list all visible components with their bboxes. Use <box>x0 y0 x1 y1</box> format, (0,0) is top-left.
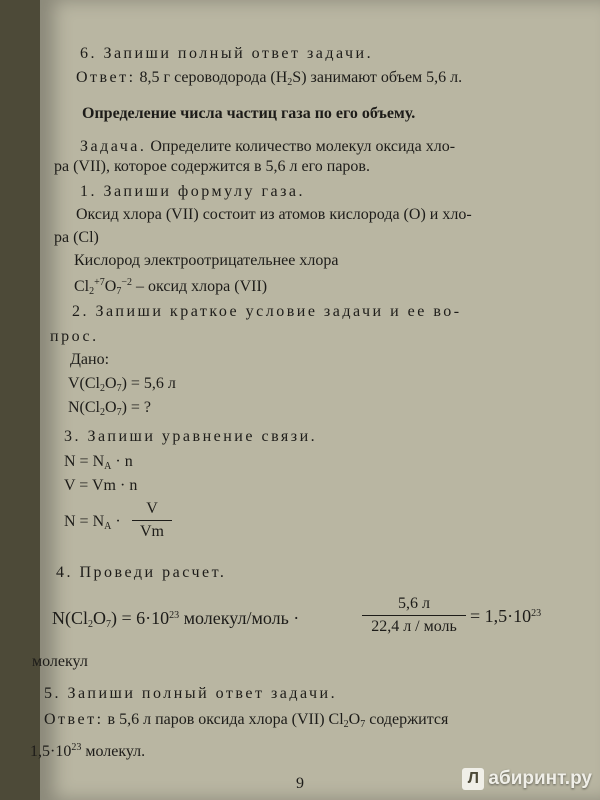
calculation <box>52 606 299 635</box>
text: · <box>111 513 121 530</box>
watermark-text: абиринт.ру <box>488 768 592 789</box>
step1-line-3: Кислород электроотрицательнее хлора <box>74 252 339 269</box>
task-line-2: ра (VII), которое содержится в 5,6 л его паров. <box>54 158 370 175</box>
task-label: Задача. <box>80 138 147 155</box>
fraction-bar <box>132 520 172 521</box>
step2-title-line-2: прос. <box>50 328 99 345</box>
text: ) = 6·10 <box>111 608 170 628</box>
exponent: 23 <box>169 610 180 621</box>
subscript: 2 <box>88 619 93 630</box>
task-line-1 <box>80 137 455 157</box>
answer-text-a: 8,5 г сероводорода (H <box>139 69 288 86</box>
given-volume <box>68 374 176 399</box>
fraction-numerator: 5,6 л <box>398 595 430 612</box>
subscript: 2 <box>287 77 293 88</box>
fraction-denominator: Vm <box>140 523 164 540</box>
page-number: 9 <box>296 775 304 792</box>
equation-3-fraction <box>132 499 172 542</box>
text: O <box>93 608 106 628</box>
step1-line-1: Оксид хлора (VII) состоит из атомов кислорода (O) и хло- <box>76 206 472 223</box>
formula-o: O <box>104 278 117 295</box>
text: N(Cl <box>68 399 100 416</box>
text: = 1,5·10 <box>470 606 532 626</box>
text: ) = 5,6 л <box>121 375 176 392</box>
calculation-fraction <box>362 594 466 637</box>
given-label: Дано: <box>70 351 110 368</box>
subscript: 2 <box>343 719 349 730</box>
step2-title-line-1: 2. Запиши краткое условие задачи и ее во- <box>72 303 462 320</box>
step1-title: 1. Запиши формулу газа. <box>80 183 306 200</box>
labirint-watermark <box>462 766 592 792</box>
calculation-result <box>470 604 541 626</box>
fraction-bar <box>362 615 466 616</box>
text: O <box>348 711 361 728</box>
text: молекул/моль · <box>179 608 300 628</box>
task-text: Определите количество молекул оксида хло- <box>150 138 456 155</box>
subscript: 7 <box>360 719 366 730</box>
formula-cl: Cl <box>74 278 90 295</box>
step6-answer <box>76 68 462 93</box>
fraction-denominator: 22,4 л / моль <box>371 618 457 635</box>
oxidation-state-o: −2 <box>121 277 132 288</box>
subscript: 7 <box>106 619 111 630</box>
given-count <box>68 398 151 423</box>
answer-label: Ответ: <box>44 711 104 728</box>
step1-line-2: ра (Cl) <box>54 229 99 246</box>
section-title: Определение числа частиц газа по его объему. <box>82 105 416 122</box>
text: молекул. <box>81 743 146 760</box>
fraction-numerator: V <box>146 500 158 517</box>
exponent: 23 <box>71 742 82 753</box>
step4-title: 4. Проведи расчет. <box>56 564 227 581</box>
text: N = N <box>64 513 105 530</box>
step6-title: 6. Запиши полный ответ задачи. <box>80 45 374 62</box>
text: ) = ? <box>121 399 152 416</box>
step5-answer-line-1 <box>44 710 448 735</box>
text: N = N <box>64 453 105 470</box>
text: O <box>105 375 117 392</box>
oxide-formula <box>74 273 267 302</box>
step3-title: 3. Запиши уравнение связи. <box>64 428 318 445</box>
molecules-word: молекул <box>32 653 88 670</box>
step5-answer-line-2 <box>30 738 145 762</box>
text: содержится <box>365 711 449 728</box>
subscript: 2 <box>89 286 95 297</box>
equation-1 <box>64 452 133 477</box>
labirint-logo-icon: Л <box>462 768 484 790</box>
text: 1,5·10 <box>30 743 72 760</box>
subscript: A <box>104 461 112 472</box>
text: · n <box>111 453 133 470</box>
subscript: 2 <box>100 383 105 394</box>
subscript: 2 <box>100 407 105 418</box>
oxidation-state-cl: +7 <box>94 277 105 288</box>
text: в 5,6 л паров оксида хлора (VII) Cl <box>107 711 344 728</box>
text: O <box>105 399 117 416</box>
exponent: 23 <box>531 608 542 619</box>
subscript: 7 <box>116 383 122 394</box>
formula-description: – оксид хлора (VII) <box>131 278 268 295</box>
equation-2: V = Vm · n <box>64 477 138 494</box>
text: V(Cl <box>68 375 100 392</box>
text: N(Cl <box>52 608 88 628</box>
subscript: 7 <box>116 407 122 418</box>
subscript: 7 <box>116 286 122 297</box>
answer-label: Ответ: <box>76 69 136 86</box>
step5-title: 5. Запиши полный ответ задачи. <box>44 685 338 702</box>
subscript: A <box>104 521 112 532</box>
answer-text-b: S) занимают объем 5,6 л. <box>292 69 463 86</box>
equation-3 <box>64 512 121 537</box>
book-page <box>30 0 600 800</box>
